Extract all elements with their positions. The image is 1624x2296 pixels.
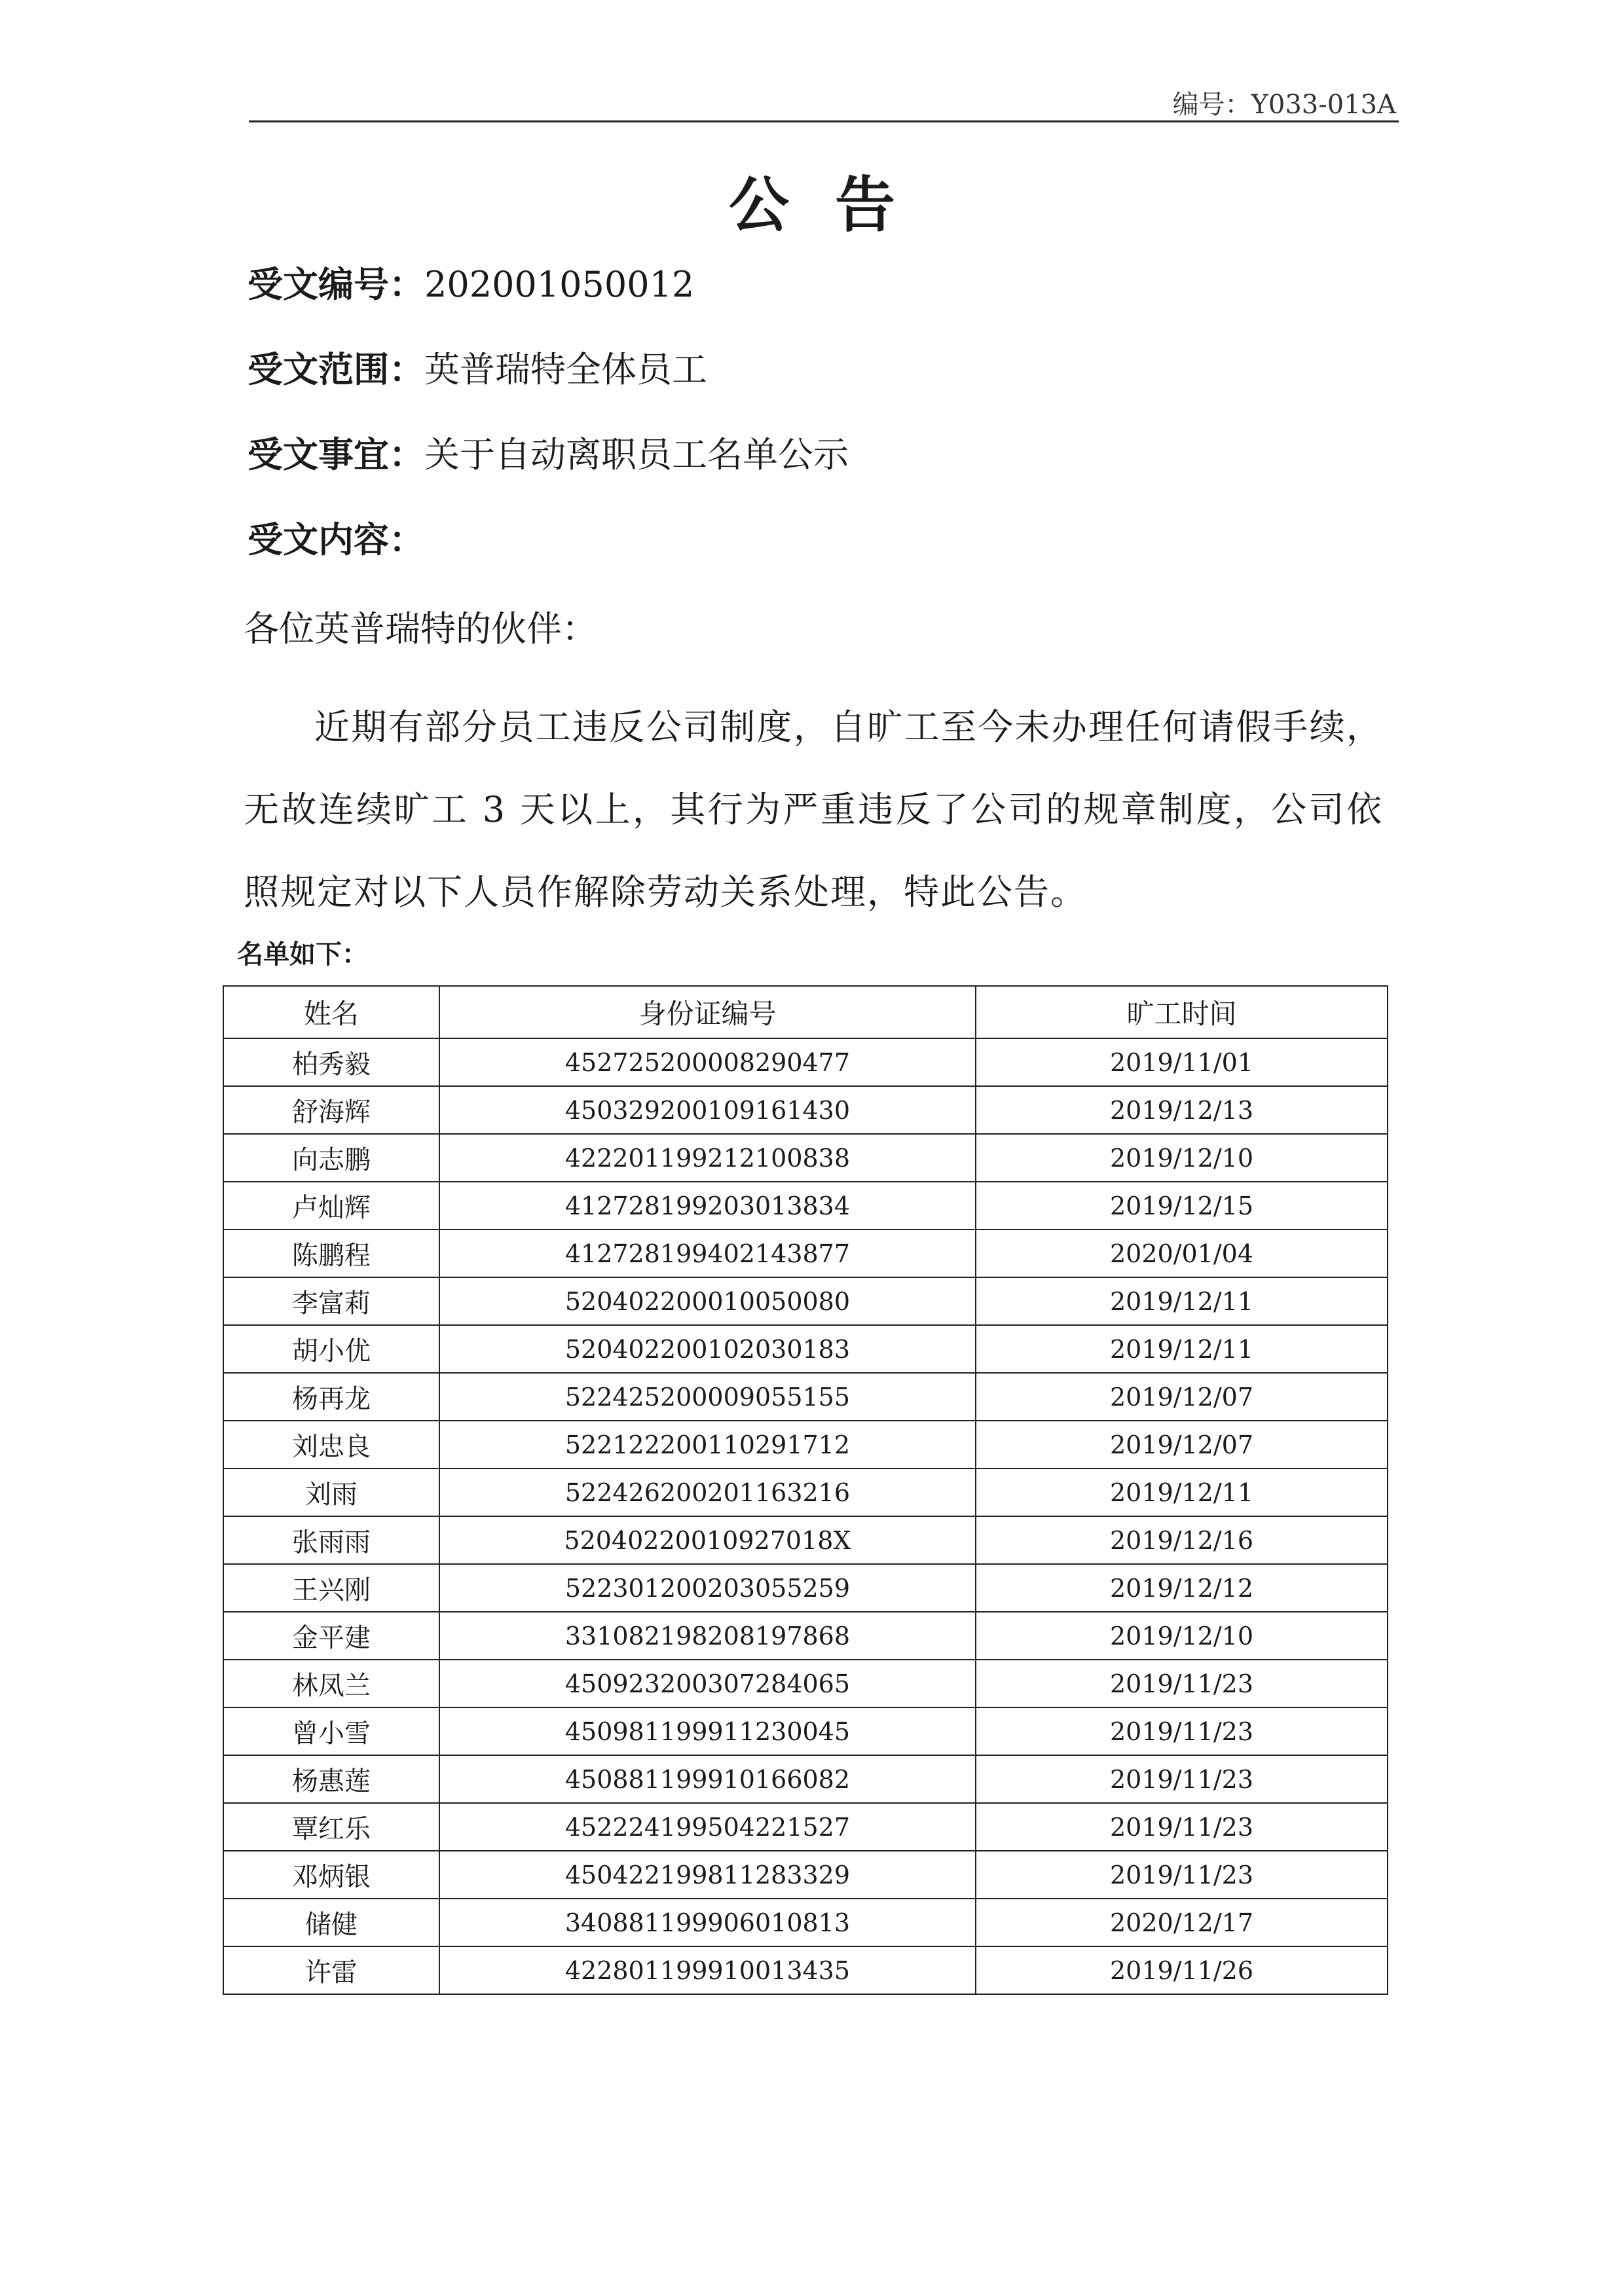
cell-name: 金平建 (223, 1612, 439, 1660)
dismissal-table (223, 985, 1388, 1995)
greeting: 各位英普瑞特的伙伴： (244, 608, 597, 649)
cell-name: 杨再龙 (223, 1373, 439, 1421)
table-row (223, 1946, 1388, 1994)
cell-name: 陈鹏程 (223, 1230, 439, 1277)
table-row (223, 1325, 1388, 1373)
cell-name: 刘忠良 (223, 1421, 439, 1468)
table-row (223, 1564, 1388, 1612)
list-label: 名单如下： (237, 939, 368, 970)
body-paragraph: 近期有部分员工违反公司制度，自旷工至今未办理任何请假手续，无故连续旷工 3 天以上，其行为严重违反了公司的规章制度，公司依照规定对以下人员作解除劳动关系处理，特此公告。 (244, 706, 1383, 913)
header-rule (249, 120, 1399, 122)
cell-name: 刘雨 (223, 1468, 439, 1516)
cell-id-number: 422801199910013435 (439, 1946, 976, 1994)
table-row (223, 1134, 1388, 1182)
cell-name: 杨惠莲 (223, 1755, 439, 1803)
field-value: 英普瑞特全体员工 (424, 349, 707, 390)
cell-absence-date: 2019/12/11 (976, 1468, 1388, 1516)
field-key: 受文编号： (248, 264, 424, 305)
cell-absence-date: 2019/12/10 (976, 1612, 1388, 1660)
cell-name: 王兴刚 (223, 1564, 439, 1612)
table-row (223, 1516, 1388, 1564)
cell-id-number: 422201199212100838 (439, 1134, 976, 1182)
document-number-value: Y033-013A (1251, 90, 1396, 120)
cell-name: 曾小雪 (223, 1707, 439, 1755)
cell-id-number: 340881199906010813 (439, 1899, 976, 1946)
cell-absence-date: 2019/12/15 (976, 1182, 1388, 1230)
field-key: 受文范围： (248, 349, 424, 390)
field-content (248, 512, 424, 562)
table-row (223, 1277, 1388, 1325)
cell-id-number: 331082198208197868 (439, 1612, 976, 1660)
field-key: 受文事宜： (248, 434, 424, 475)
field-scope (248, 342, 707, 392)
header-absence-date: 旷工时间 (976, 986, 1388, 1038)
cell-id-number: 412728199203013834 (439, 1182, 976, 1230)
cell-absence-date: 2019/11/23 (976, 1707, 1388, 1755)
cell-absence-date: 2019/11/23 (976, 1660, 1388, 1707)
cell-id-number: 522425200009055155 (439, 1373, 976, 1421)
table-row (223, 1373, 1388, 1421)
cell-absence-date: 2019/11/26 (976, 1946, 1388, 1994)
cell-id-number: 450923200307284065 (439, 1660, 976, 1707)
cell-name: 李富莉 (223, 1277, 439, 1325)
cell-id-number: 520402200010050080 (439, 1277, 976, 1325)
table-header-row (223, 986, 1388, 1038)
cell-id-number: 522122200110291712 (439, 1421, 976, 1468)
header-id-number: 身份证编号 (439, 986, 976, 1038)
cell-id-number: 522426200201163216 (439, 1468, 976, 1516)
cell-id-number: 520402200102030183 (439, 1325, 976, 1373)
table-row (223, 1851, 1388, 1899)
field-key: 受文内容： (248, 519, 424, 560)
cell-id-number: 450881199910166082 (439, 1755, 976, 1803)
notice-title: 公告 (728, 170, 941, 240)
cell-id-number: 412728199402143877 (439, 1230, 976, 1277)
cell-absence-date: 2019/12/13 (976, 1086, 1388, 1134)
cell-absence-date: 2019/12/07 (976, 1421, 1388, 1468)
table-row (223, 1803, 1388, 1851)
table-row (223, 1755, 1388, 1803)
cell-name: 舒海辉 (223, 1086, 439, 1134)
table-row (223, 1707, 1388, 1755)
cell-name: 柏秀毅 (223, 1038, 439, 1086)
cell-name: 林凤兰 (223, 1660, 439, 1707)
table-row (223, 1421, 1388, 1468)
table-row (223, 1038, 1388, 1086)
cell-absence-date: 2019/12/10 (976, 1134, 1388, 1182)
cell-id-number: 522301200203055259 (439, 1564, 976, 1612)
cell-name: 许雷 (223, 1946, 439, 1994)
cell-absence-date: 2019/12/11 (976, 1277, 1388, 1325)
cell-id-number: 450329200109161430 (439, 1086, 976, 1134)
header-name: 姓名 (223, 986, 439, 1038)
cell-name: 储健 (223, 1899, 439, 1946)
cell-absence-date: 2019/11/23 (976, 1755, 1388, 1803)
document-number-label: 编号： (1172, 90, 1251, 120)
cell-absence-date: 2020/12/17 (976, 1899, 1388, 1946)
table-row (223, 1086, 1388, 1134)
cell-name: 卢灿辉 (223, 1182, 439, 1230)
cell-name: 胡小优 (223, 1325, 439, 1373)
cell-name: 覃红乐 (223, 1803, 439, 1851)
cell-absence-date: 2020/01/04 (976, 1230, 1388, 1277)
cell-absence-date: 2019/12/12 (976, 1564, 1388, 1612)
cell-id-number: 452725200008290477 (439, 1038, 976, 1086)
table-row (223, 1899, 1388, 1946)
cell-name: 邓炳银 (223, 1851, 439, 1899)
cell-absence-date: 2019/11/23 (976, 1803, 1388, 1851)
cell-name: 张雨雨 (223, 1516, 439, 1564)
field-subject (248, 427, 849, 477)
field-value: 202001050012 (424, 264, 695, 305)
cell-id-number: 450422199811283329 (439, 1851, 976, 1899)
cell-id-number: 452224199504221527 (439, 1803, 976, 1851)
table-row (223, 1468, 1388, 1516)
document-number (1172, 84, 1396, 121)
field-value: 关于自动离职员工名单公示 (424, 434, 849, 475)
cell-absence-date: 2019/12/16 (976, 1516, 1388, 1564)
cell-id-number: 52040220010927018X (439, 1516, 976, 1564)
table-row (223, 1230, 1388, 1277)
cell-id-number: 450981199911230045 (439, 1707, 976, 1755)
cell-absence-date: 2019/12/11 (976, 1325, 1388, 1373)
table-body (223, 1038, 1388, 1994)
cell-absence-date: 2019/12/07 (976, 1373, 1388, 1421)
table-row (223, 1660, 1388, 1707)
table-row (223, 1182, 1388, 1230)
cell-absence-date: 2019/11/01 (976, 1038, 1388, 1086)
cell-absence-date: 2019/11/23 (976, 1851, 1388, 1899)
table-row (223, 1612, 1388, 1660)
cell-name: 向志鹏 (223, 1134, 439, 1182)
field-doc-number (248, 257, 694, 307)
